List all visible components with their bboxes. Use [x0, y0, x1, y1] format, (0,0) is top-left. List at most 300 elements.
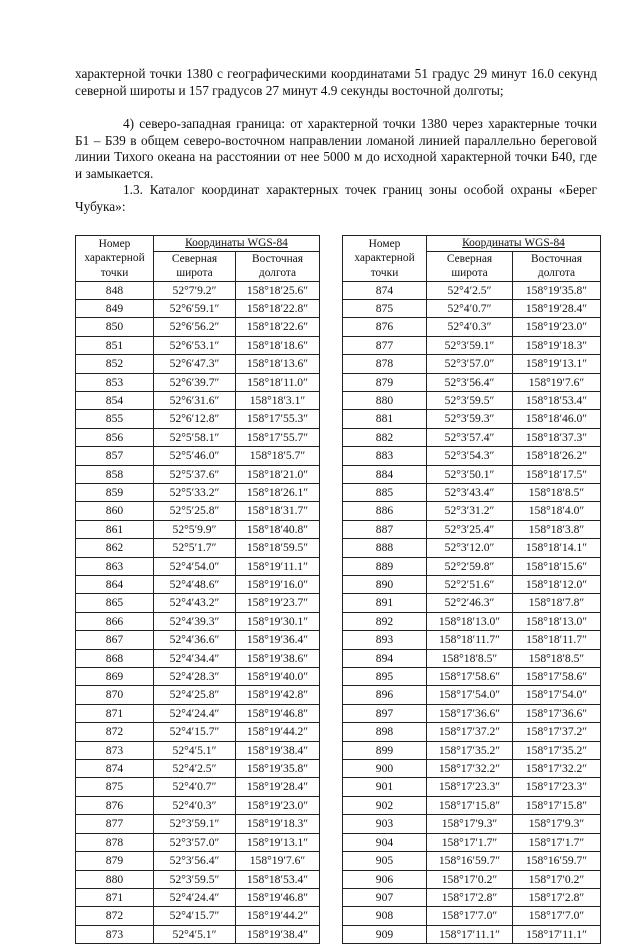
north-latitude-cell: 52°5′58.1″ — [154, 428, 236, 446]
east-longitude-cell: 158°19′42.8″ — [236, 686, 320, 704]
point-number-cell: 886 — [343, 502, 427, 520]
north-latitude-cell: 52°4′2.5″ — [427, 281, 513, 299]
table-row — [76, 539, 320, 557]
point-number-cell: 867 — [76, 631, 154, 649]
table-row — [76, 631, 320, 649]
table-row — [343, 925, 601, 943]
north-latitude-cell: 52°5′46.0″ — [154, 447, 236, 465]
north-latitude-cell: 158°17′1.7″ — [427, 833, 513, 851]
point-number-cell: 905 — [343, 852, 427, 870]
east-longitude-cell: 158°19′23.7″ — [236, 594, 320, 612]
table-body-right — [343, 281, 601, 944]
north-latitude-cell: 52°3′12.0″ — [427, 539, 513, 557]
point-number-cell: 872 — [76, 907, 154, 925]
east-longitude-cell: 158°18′5.7″ — [236, 447, 320, 465]
table-row — [76, 833, 320, 851]
east-longitude-cell: 158°18′26.2″ — [513, 447, 601, 465]
point-number-cell: 876 — [343, 318, 427, 336]
table-row — [343, 760, 601, 778]
east-longitude-cell: 158°17′11.1″ — [513, 925, 601, 943]
east-longitude-cell: 158°18′18.6″ — [236, 336, 320, 354]
table-row — [343, 576, 601, 594]
point-number-cell: 850 — [76, 318, 154, 336]
point-number-cell: 895 — [343, 668, 427, 686]
point-number-cell: 852 — [76, 355, 154, 373]
north-latitude-cell: 52°4′15.7″ — [154, 907, 236, 925]
point-number-cell: 903 — [343, 815, 427, 833]
table-row — [76, 373, 320, 391]
table-row — [343, 428, 601, 446]
east-longitude-cell: 158°18′11.0″ — [236, 373, 320, 391]
point-number-cell: 900 — [343, 760, 427, 778]
east-longitude-cell: 158°17′2.8″ — [513, 888, 601, 906]
point-number-cell: 869 — [76, 668, 154, 686]
north-latitude-cell: 52°6′56.2″ — [154, 318, 236, 336]
table-row — [76, 318, 320, 336]
point-number-cell: 877 — [76, 815, 154, 833]
east-longitude-cell: 158°18′14.1″ — [513, 539, 601, 557]
point-number-cell: 860 — [76, 502, 154, 520]
point-number-cell: 894 — [343, 649, 427, 667]
north-latitude-cell: 52°3′54.3″ — [427, 447, 513, 465]
north-latitude-cell: 158°17′9.3″ — [427, 815, 513, 833]
point-number-cell: 881 — [343, 410, 427, 428]
north-latitude-cell: 52°4′5.1″ — [154, 741, 236, 759]
north-latitude-cell: 52°6′12.8″ — [154, 410, 236, 428]
east-longitude-cell: 158°19′13.1″ — [513, 355, 601, 373]
east-longitude-cell: 158°19′28.4″ — [513, 299, 601, 317]
north-latitude-cell: 52°3′57.0″ — [427, 355, 513, 373]
point-number-cell: 879 — [76, 852, 154, 870]
table-row — [76, 520, 320, 538]
table-row — [343, 741, 601, 759]
point-number-cell: 874 — [343, 281, 427, 299]
point-number-cell: 897 — [343, 704, 427, 722]
point-number-cell: 873 — [76, 925, 154, 943]
table-row — [343, 483, 601, 501]
north-latitude-cell: 52°3′50.1″ — [427, 465, 513, 483]
east-longitude-cell: 158°18′37.3″ — [513, 428, 601, 446]
north-latitude-cell: 52°5′9.9″ — [154, 520, 236, 538]
east-longitude-cell: 158°18′21.0″ — [236, 465, 320, 483]
north-latitude-cell: 52°3′59.3″ — [427, 410, 513, 428]
east-longitude-cell: 158°17′32.2″ — [513, 760, 601, 778]
north-latitude-cell: 52°5′1.7″ — [154, 539, 236, 557]
point-number-cell: 893 — [343, 631, 427, 649]
east-longitude-cell: 158°17′15.8″ — [513, 796, 601, 814]
table-row — [76, 299, 320, 317]
point-number-cell: 907 — [343, 888, 427, 906]
header-coordinates: Координаты WGS-84 — [427, 236, 601, 252]
east-longitude-cell: 158°19′7.6″ — [236, 852, 320, 870]
table-row — [76, 465, 320, 483]
table-row — [343, 465, 601, 483]
header-point-number: Номер характерной точки — [76, 236, 154, 282]
north-latitude-cell: 158°17′0.2″ — [427, 870, 513, 888]
paragraph-catalog-heading: 1.3. Каталог координат характерных точек границ зоны особой охраны «Берег Чубука»: — [75, 182, 597, 214]
east-longitude-cell: 158°19′44.2″ — [236, 723, 320, 741]
north-latitude-cell: 52°4′24.4″ — [154, 888, 236, 906]
point-number-cell: 906 — [343, 870, 427, 888]
east-longitude-cell: 158°19′30.1″ — [236, 612, 320, 630]
east-longitude-cell: 158°19′40.0″ — [236, 668, 320, 686]
table-row — [343, 612, 601, 630]
north-latitude-cell: 52°3′57.4″ — [427, 428, 513, 446]
table-row — [76, 888, 320, 906]
point-number-cell: 873 — [76, 741, 154, 759]
table-row — [76, 907, 320, 925]
east-longitude-cell: 158°17′55.3″ — [236, 410, 320, 428]
paragraph-northwest-border: 4) северо-западная граница: от характерной точки 1380 через характерные точки Б1 – Б39 в общем северо-восточном направлении ломаной линией параллельно береговой линии Тихого океана на расстоянии от нее 5000 м до исходной характерной точки Б40, где и замыкается. — [75, 116, 597, 181]
point-number-cell: 880 — [76, 870, 154, 888]
east-longitude-cell: 158°18′59.5″ — [236, 539, 320, 557]
east-longitude-cell: 158°18′11.7″ — [513, 631, 601, 649]
table-row — [76, 686, 320, 704]
north-latitude-cell: 52°4′0.7″ — [154, 778, 236, 796]
east-longitude-cell: 158°19′18.3″ — [236, 815, 320, 833]
north-latitude-cell: 52°4′0.3″ — [427, 318, 513, 336]
table-row — [343, 318, 601, 336]
north-latitude-cell: 52°3′59.5″ — [427, 391, 513, 409]
north-latitude-cell: 52°7′9.2″ — [154, 281, 236, 299]
point-number-cell: 848 — [76, 281, 154, 299]
north-latitude-cell: 52°4′15.7″ — [154, 723, 236, 741]
north-latitude-cell: 158°17′35.2″ — [427, 741, 513, 759]
point-number-cell: 904 — [343, 833, 427, 851]
east-longitude-cell: 158°19′23.0″ — [236, 796, 320, 814]
point-number-cell: 885 — [343, 483, 427, 501]
north-latitude-cell: 52°6′53.1″ — [154, 336, 236, 354]
north-latitude-cell: 158°17′32.2″ — [427, 760, 513, 778]
east-longitude-cell: 158°19′36.4″ — [236, 631, 320, 649]
table-row — [76, 925, 320, 943]
north-latitude-cell: 158°17′23.3″ — [427, 778, 513, 796]
north-latitude-cell: 158°17′36.6″ — [427, 704, 513, 722]
north-latitude-cell: 52°4′43.2″ — [154, 594, 236, 612]
point-number-cell: 866 — [76, 612, 154, 630]
point-number-cell: 851 — [76, 336, 154, 354]
table-row — [76, 576, 320, 594]
table-row — [343, 888, 601, 906]
north-latitude-cell: 52°5′33.2″ — [154, 483, 236, 501]
east-longitude-cell: 158°19′38.4″ — [236, 741, 320, 759]
north-latitude-cell: 158°17′15.8″ — [427, 796, 513, 814]
header-east-longitude: Восточная долгота — [513, 251, 601, 281]
table-row — [343, 723, 601, 741]
table-row — [343, 520, 601, 538]
east-longitude-cell: 158°19′46.8″ — [236, 888, 320, 906]
east-longitude-cell: 158°18′25.6″ — [236, 281, 320, 299]
table-row — [76, 447, 320, 465]
point-number-cell: 855 — [76, 410, 154, 428]
east-longitude-cell: 158°19′35.8″ — [236, 760, 320, 778]
north-latitude-cell: 52°3′59.1″ — [154, 815, 236, 833]
point-number-cell: 883 — [343, 447, 427, 465]
east-longitude-cell: 158°19′13.1″ — [236, 833, 320, 851]
east-longitude-cell: 158°18′7.8″ — [513, 594, 601, 612]
table-row — [343, 852, 601, 870]
point-number-cell: 890 — [343, 576, 427, 594]
table-row — [76, 723, 320, 741]
table-row — [343, 410, 601, 428]
east-longitude-cell: 158°19′7.6″ — [513, 373, 601, 391]
north-latitude-cell: 52°4′5.1″ — [154, 925, 236, 943]
table-row — [343, 815, 601, 833]
north-latitude-cell: 52°4′48.6″ — [154, 576, 236, 594]
point-number-cell: 878 — [343, 355, 427, 373]
point-number-cell: 865 — [76, 594, 154, 612]
table-row — [76, 502, 320, 520]
point-number-cell: 856 — [76, 428, 154, 446]
north-latitude-cell: 158°18′13.0″ — [427, 612, 513, 630]
table-row — [343, 668, 601, 686]
table-row — [343, 778, 601, 796]
point-number-cell: 854 — [76, 391, 154, 409]
point-number-cell: 863 — [76, 557, 154, 575]
north-latitude-cell: 52°4′25.8″ — [154, 686, 236, 704]
point-number-cell: 878 — [76, 833, 154, 851]
north-latitude-cell: 52°3′56.4″ — [154, 852, 236, 870]
north-latitude-cell: 52°4′2.5″ — [154, 760, 236, 778]
table-row — [343, 704, 601, 722]
point-number-cell: 871 — [76, 888, 154, 906]
point-number-cell: 877 — [343, 336, 427, 354]
table-row — [343, 907, 601, 925]
table-row — [343, 631, 601, 649]
point-number-cell: 875 — [76, 778, 154, 796]
east-longitude-cell: 158°18′4.0″ — [513, 502, 601, 520]
table-row — [343, 281, 601, 299]
east-longitude-cell: 158°17′9.3″ — [513, 815, 601, 833]
east-longitude-cell: 158°18′3.1″ — [236, 391, 320, 409]
east-longitude-cell: 158°18′53.4″ — [513, 391, 601, 409]
east-longitude-cell: 158°19′11.1″ — [236, 557, 320, 575]
table-row — [343, 336, 601, 354]
table-row — [343, 355, 601, 373]
east-longitude-cell: 158°18′13.0″ — [513, 612, 601, 630]
point-number-cell: 871 — [76, 704, 154, 722]
point-number-cell: 870 — [76, 686, 154, 704]
table-row — [343, 833, 601, 851]
table-row — [343, 299, 601, 317]
point-number-cell: 901 — [343, 778, 427, 796]
table-row — [76, 281, 320, 299]
coordinates-table-right — [342, 235, 601, 944]
north-latitude-cell: 52°6′39.7″ — [154, 373, 236, 391]
point-number-cell: 874 — [76, 760, 154, 778]
point-number-cell: 880 — [343, 391, 427, 409]
point-number-cell: 891 — [343, 594, 427, 612]
point-number-cell: 861 — [76, 520, 154, 538]
east-longitude-cell: 158°18′22.8″ — [236, 299, 320, 317]
table-row — [343, 391, 601, 409]
north-latitude-cell: 158°18′11.7″ — [427, 631, 513, 649]
point-number-cell: 909 — [343, 925, 427, 943]
east-longitude-cell: 158°18′31.7″ — [236, 502, 320, 520]
point-number-cell: 868 — [76, 649, 154, 667]
east-longitude-cell: 158°17′54.0″ — [513, 686, 601, 704]
north-latitude-cell: 52°4′24.4″ — [154, 704, 236, 722]
east-longitude-cell: 158°17′23.3″ — [513, 778, 601, 796]
paragraph-continuation: характерной точки 1380 с географическими координатами 51 градус 29 минут 16.0 секунд северной широты и 157 градусов 27 минут 4.9 секунды восточной долготы; — [75, 66, 597, 98]
point-number-cell: 857 — [76, 447, 154, 465]
east-longitude-cell: 158°17′36.6″ — [513, 704, 601, 722]
header-point-number: Номер характерной точки — [343, 236, 427, 282]
east-longitude-cell: 158°18′8.5″ — [513, 483, 601, 501]
north-latitude-cell: 52°2′51.6″ — [427, 576, 513, 594]
north-latitude-cell: 52°4′28.3″ — [154, 668, 236, 686]
point-number-cell: 875 — [343, 299, 427, 317]
east-longitude-cell: 158°19′16.0″ — [236, 576, 320, 594]
north-latitude-cell: 52°3′57.0″ — [154, 833, 236, 851]
north-latitude-cell: 158°16′59.7″ — [427, 852, 513, 870]
north-latitude-cell: 158°18′8.5″ — [427, 649, 513, 667]
east-longitude-cell: 158°18′46.0″ — [513, 410, 601, 428]
point-number-cell: 899 — [343, 741, 427, 759]
north-latitude-cell: 52°4′34.4″ — [154, 649, 236, 667]
east-longitude-cell: 158°17′1.7″ — [513, 833, 601, 851]
table-row — [76, 778, 320, 796]
table-row — [76, 815, 320, 833]
table-row — [76, 391, 320, 409]
table-row — [76, 336, 320, 354]
point-number-cell: 884 — [343, 465, 427, 483]
north-latitude-cell: 52°4′0.7″ — [427, 299, 513, 317]
table-row — [343, 373, 601, 391]
east-longitude-cell: 158°17′55.7″ — [236, 428, 320, 446]
east-longitude-cell: 158°18′22.6″ — [236, 318, 320, 336]
north-latitude-cell: 158°17′7.0″ — [427, 907, 513, 925]
north-latitude-cell: 158°17′54.0″ — [427, 686, 513, 704]
north-latitude-cell: 52°4′54.0″ — [154, 557, 236, 575]
east-longitude-cell: 158°18′53.4″ — [236, 870, 320, 888]
header-north-latitude: Северная широта — [427, 251, 513, 281]
point-number-cell: 896 — [343, 686, 427, 704]
point-number-cell: 858 — [76, 465, 154, 483]
table-row — [76, 870, 320, 888]
header-east-longitude: Восточная долгота — [236, 251, 320, 281]
east-longitude-cell: 158°19′28.4″ — [236, 778, 320, 796]
east-longitude-cell: 158°17′58.6″ — [513, 668, 601, 686]
north-latitude-cell: 158°17′2.8″ — [427, 888, 513, 906]
header-north-latitude: Северная широта — [154, 251, 236, 281]
point-number-cell: 898 — [343, 723, 427, 741]
table-body-left — [76, 281, 320, 944]
table-row — [76, 760, 320, 778]
table-row — [76, 410, 320, 428]
point-number-cell: 853 — [76, 373, 154, 391]
east-longitude-cell: 158°19′23.0″ — [513, 318, 601, 336]
north-latitude-cell: 52°6′47.3″ — [154, 355, 236, 373]
north-latitude-cell: 52°4′0.3″ — [154, 796, 236, 814]
east-longitude-cell: 158°18′26.1″ — [236, 483, 320, 501]
north-latitude-cell: 158°17′11.1″ — [427, 925, 513, 943]
east-longitude-cell: 158°19′18.3″ — [513, 336, 601, 354]
table-row — [76, 483, 320, 501]
north-latitude-cell: 158°17′37.2″ — [427, 723, 513, 741]
north-latitude-cell: 52°2′59.8″ — [427, 557, 513, 575]
table-row — [343, 796, 601, 814]
north-latitude-cell: 52°5′25.8″ — [154, 502, 236, 520]
east-longitude-cell: 158°18′8.5″ — [513, 649, 601, 667]
north-latitude-cell: 52°3′59.1″ — [427, 336, 513, 354]
east-longitude-cell: 158°18′3.8″ — [513, 520, 601, 538]
table-row — [343, 649, 601, 667]
table-row — [76, 612, 320, 630]
north-latitude-cell: 52°2′46.3″ — [427, 594, 513, 612]
point-number-cell: 862 — [76, 539, 154, 557]
table-row — [76, 649, 320, 667]
east-longitude-cell: 158°19′46.8″ — [236, 704, 320, 722]
east-longitude-cell: 158°19′38.6″ — [236, 649, 320, 667]
point-number-cell: 902 — [343, 796, 427, 814]
point-number-cell: 859 — [76, 483, 154, 501]
table-row — [76, 428, 320, 446]
east-longitude-cell: 158°19′44.2″ — [236, 907, 320, 925]
north-latitude-cell: 52°6′31.6″ — [154, 391, 236, 409]
east-longitude-cell: 158°17′35.2″ — [513, 741, 601, 759]
table-row — [343, 539, 601, 557]
table-row — [343, 502, 601, 520]
north-latitude-cell: 52°3′31.2″ — [427, 502, 513, 520]
east-longitude-cell: 158°17′0.2″ — [513, 870, 601, 888]
north-latitude-cell: 52°5′37.6″ — [154, 465, 236, 483]
point-number-cell: 882 — [343, 428, 427, 446]
north-latitude-cell: 52°3′43.4″ — [427, 483, 513, 501]
north-latitude-cell: 52°6′59.1″ — [154, 299, 236, 317]
table-row — [76, 704, 320, 722]
east-longitude-cell: 158°19′38.4″ — [236, 925, 320, 943]
point-number-cell: 864 — [76, 576, 154, 594]
table-row — [343, 447, 601, 465]
east-longitude-cell: 158°16′59.7″ — [513, 852, 601, 870]
table-row — [76, 594, 320, 612]
east-longitude-cell: 158°17′7.0″ — [513, 907, 601, 925]
table-row — [76, 741, 320, 759]
point-number-cell: 879 — [343, 373, 427, 391]
east-longitude-cell: 158°18′15.6″ — [513, 557, 601, 575]
table-row — [343, 870, 601, 888]
north-latitude-cell: 52°3′25.4″ — [427, 520, 513, 538]
east-longitude-cell: 158°18′12.0″ — [513, 576, 601, 594]
point-number-cell: 889 — [343, 557, 427, 575]
north-latitude-cell: 52°4′39.3″ — [154, 612, 236, 630]
north-latitude-cell: 52°3′56.4″ — [427, 373, 513, 391]
point-number-cell: 888 — [343, 539, 427, 557]
coordinates-table-left — [75, 235, 320, 944]
table-row — [76, 852, 320, 870]
table-row — [343, 594, 601, 612]
north-latitude-cell: 52°4′36.6″ — [154, 631, 236, 649]
north-latitude-cell: 52°3′59.5″ — [154, 870, 236, 888]
point-number-cell: 887 — [343, 520, 427, 538]
table-row — [76, 355, 320, 373]
header-coordinates: Координаты WGS-84 — [154, 236, 320, 252]
east-longitude-cell: 158°19′35.8″ — [513, 281, 601, 299]
east-longitude-cell: 158°17′37.2″ — [513, 723, 601, 741]
table-row — [76, 557, 320, 575]
table-row — [343, 557, 601, 575]
table-row — [76, 668, 320, 686]
point-number-cell: 892 — [343, 612, 427, 630]
point-number-cell: 849 — [76, 299, 154, 317]
east-longitude-cell: 158°18′13.6″ — [236, 355, 320, 373]
point-number-cell: 908 — [343, 907, 427, 925]
table-row — [76, 796, 320, 814]
east-longitude-cell: 158°18′40.8″ — [236, 520, 320, 538]
point-number-cell: 876 — [76, 796, 154, 814]
east-longitude-cell: 158°18′17.5″ — [513, 465, 601, 483]
